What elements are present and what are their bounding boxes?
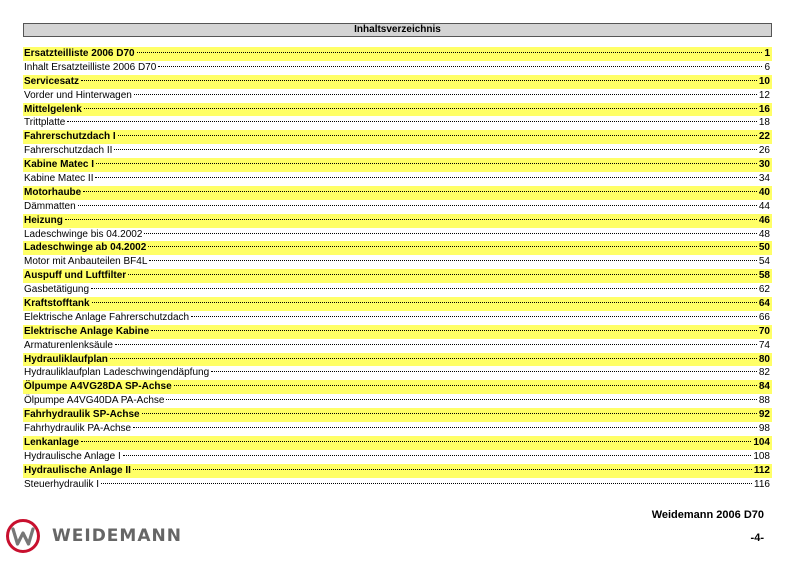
toc-entry-title: Hydraulische Anlage I: [24, 450, 121, 462]
toc-entry-page: 12: [758, 89, 770, 101]
toc-entry-page: 92: [758, 409, 770, 421]
toc-entry[interactable]: [23, 186, 772, 200]
toc-entry-title: Ladeschwinge ab 04.2002: [24, 242, 147, 254]
toc-entry[interactable]: [23, 255, 772, 269]
dot-leader: [174, 385, 757, 386]
toc-entry[interactable]: [23, 89, 772, 103]
toc-entry[interactable]: [23, 75, 772, 89]
toc-entry-page: 34: [758, 173, 770, 185]
toc-entry-title: Vorder und Hinterwagen: [24, 89, 132, 101]
toc-entry-title: Motor mit Anbauteilen BF4L: [24, 256, 148, 268]
toc-entry[interactable]: [23, 297, 772, 311]
toc-entry-page: 54: [758, 256, 770, 268]
toc-entry-title: Trittplatte: [24, 117, 66, 129]
toc-entry[interactable]: [23, 436, 772, 450]
toc-header-title: Inhaltsverzeichnis: [354, 24, 441, 35]
toc-entry-page: 82: [758, 367, 770, 379]
toc-entry-title: Lenkanlage: [24, 436, 80, 448]
toc-entry[interactable]: [23, 144, 772, 158]
dot-leader: [149, 260, 756, 261]
toc-entry-page: 26: [758, 145, 770, 157]
toc-entry-title: Dämmatten: [24, 200, 76, 212]
toc-entry-page: 108: [753, 450, 770, 462]
toc-entry[interactable]: [23, 200, 772, 214]
toc-entry[interactable]: [23, 353, 772, 367]
toc-entry[interactable]: [23, 311, 772, 325]
toc-entry-title: Ersatzteilliste 2006 D70: [24, 48, 135, 59]
toc-entry-page: 70: [758, 325, 770, 337]
dot-leader: [83, 191, 757, 192]
dot-leader: [191, 316, 757, 317]
dot-leader: [96, 163, 757, 164]
dot-leader: [67, 121, 757, 122]
toc-entry-page: 64: [758, 298, 770, 310]
toc-entry-title: Fahrhydraulik SP-Achse: [24, 409, 140, 421]
toc-entry-title: Fahrhydraulik PA-Achse: [24, 423, 132, 435]
toc-entry-page: 16: [758, 103, 770, 115]
toc-entry[interactable]: [23, 464, 772, 478]
dot-leader: [148, 246, 757, 247]
dot-leader: [92, 302, 757, 303]
toc-entry-page: 1: [764, 48, 770, 59]
toc-entry-page: 58: [758, 270, 770, 282]
dot-leader: [133, 427, 757, 428]
dot-leader: [137, 52, 763, 53]
toc-entry[interactable]: [23, 172, 772, 186]
dot-leader: [133, 469, 752, 470]
toc-entry[interactable]: [23, 380, 772, 394]
toc-entry-page: 22: [758, 131, 770, 143]
dot-leader: [78, 205, 757, 206]
dot-leader: [81, 80, 757, 81]
toc-entry[interactable]: [23, 228, 772, 242]
dot-leader: [128, 274, 757, 275]
toc-entry[interactable]: [23, 47, 772, 61]
dot-leader: [91, 288, 757, 289]
page-number: -4-: [750, 532, 764, 544]
weidemann-logo: [6, 519, 182, 553]
toc-entry-page: 116: [754, 478, 770, 490]
toc-entry-page: 48: [758, 228, 770, 240]
dot-leader: [114, 149, 757, 150]
toc-entry-title: Hydrauliklaufplan: [24, 353, 108, 365]
toc-entry-page: 6: [764, 61, 770, 73]
toc-entry-page: 10: [758, 75, 770, 87]
toc-entry-page: 50: [758, 242, 770, 254]
toc-entry-title: Elektrische Anlage Kabine: [24, 325, 150, 337]
toc-entry[interactable]: [23, 283, 772, 297]
toc-entry-title: Kraftstofftank: [24, 298, 90, 310]
toc-entry[interactable]: [23, 116, 772, 130]
toc-entry[interactable]: [23, 422, 772, 436]
document-title: Weidemann 2006 D70: [651, 509, 764, 521]
toc-entry-title: Auspuff und Luftfilter: [24, 270, 127, 282]
toc-entry-title: Kabine Matec I: [24, 159, 95, 171]
toc-entry-page: 98: [758, 423, 770, 435]
toc-entry[interactable]: [23, 158, 772, 172]
toc-entry-title: Mittelgelenk: [24, 103, 82, 115]
dot-leader: [166, 399, 756, 400]
brand-name: WEIDEMANN: [52, 526, 182, 546]
toc-entry-title: Steuerhydraulik I: [24, 478, 100, 490]
toc-entry-title: Ladeschwinge bis 04.2002: [24, 228, 143, 240]
dot-leader: [211, 371, 757, 372]
dot-leader: [118, 135, 757, 136]
toc-entry-page: 18: [758, 117, 770, 129]
toc-entry-page: 74: [758, 339, 770, 351]
toc-entry-title: Motorhaube: [24, 186, 82, 198]
toc-entry[interactable]: [23, 130, 772, 144]
dot-leader: [142, 413, 757, 414]
dot-leader: [151, 330, 757, 331]
toc-entry-page: 30: [758, 159, 770, 171]
dot-leader: [123, 455, 752, 456]
toc-entry[interactable]: [23, 339, 772, 353]
toc-entry-title: Inhalt Ersatzteilliste 2006 D70: [24, 61, 157, 73]
toc-entry-title: Hydraulische Anlage II: [24, 464, 131, 476]
dot-leader: [134, 94, 757, 95]
toc-entry-title: Servicesatz: [24, 75, 80, 87]
toc-entry-page: 46: [758, 214, 770, 226]
toc-entry[interactable]: [23, 366, 772, 380]
toc-entry-page: 40: [758, 186, 770, 198]
toc-entry-page: 84: [758, 381, 770, 393]
toc-entry[interactable]: [23, 61, 772, 75]
toc-header: [23, 23, 772, 37]
toc-entry[interactable]: [23, 241, 772, 255]
toc-entry-title: Hydrauliklaufplan Ladeschwingendäpfung: [24, 367, 210, 379]
toc-entry-title: Fahrerschutzdach I: [24, 131, 116, 143]
dot-leader: [81, 441, 751, 442]
toc-entry[interactable]: [23, 478, 772, 492]
toc-entry-title: Elektrische Anlage Fahrerschutzdach: [24, 311, 190, 323]
toc-entry-page: 104: [753, 436, 770, 448]
toc-entry[interactable]: [23, 325, 772, 339]
toc-entry-title: Armaturenlenksäule: [24, 339, 113, 351]
dot-leader: [115, 344, 757, 345]
toc-entry-title: Kabine Matec II: [24, 173, 94, 185]
toc-entry[interactable]: [23, 408, 772, 422]
toc-entry-page: 80: [758, 353, 770, 365]
toc-entry-title: Ölpumpe A4VG40DA PA-Achse: [24, 395, 165, 407]
dot-leader: [84, 108, 757, 109]
toc-entry-page: 112: [753, 464, 770, 476]
toc-entry[interactable]: [23, 214, 772, 228]
toc-entry[interactable]: [23, 450, 772, 464]
toc-entry-title: Gasbetätigung: [24, 284, 90, 296]
dot-leader: [144, 233, 756, 234]
dot-leader: [110, 358, 757, 359]
dot-leader: [95, 177, 756, 178]
dot-leader: [101, 483, 752, 484]
toc-entry[interactable]: [23, 269, 772, 283]
toc-entry-title: Fahrerschutzdach II: [24, 145, 113, 157]
dot-leader: [65, 219, 757, 220]
toc-entry[interactable]: [23, 394, 772, 408]
toc-entry-title: Ölpumpe A4VG28DA SP-Achse: [24, 381, 172, 393]
dot-leader: [158, 66, 762, 67]
toc-entry-title: Heizung: [24, 214, 63, 226]
toc-entry-page: 66: [758, 311, 770, 323]
toc-entry-page: 44: [758, 200, 770, 212]
table-of-contents: [23, 47, 772, 492]
weidemann-emblem-icon: [6, 519, 40, 553]
toc-entry-page: 88: [758, 395, 770, 407]
toc-entry[interactable]: [23, 103, 772, 117]
toc-entry-page: 62: [758, 284, 770, 296]
